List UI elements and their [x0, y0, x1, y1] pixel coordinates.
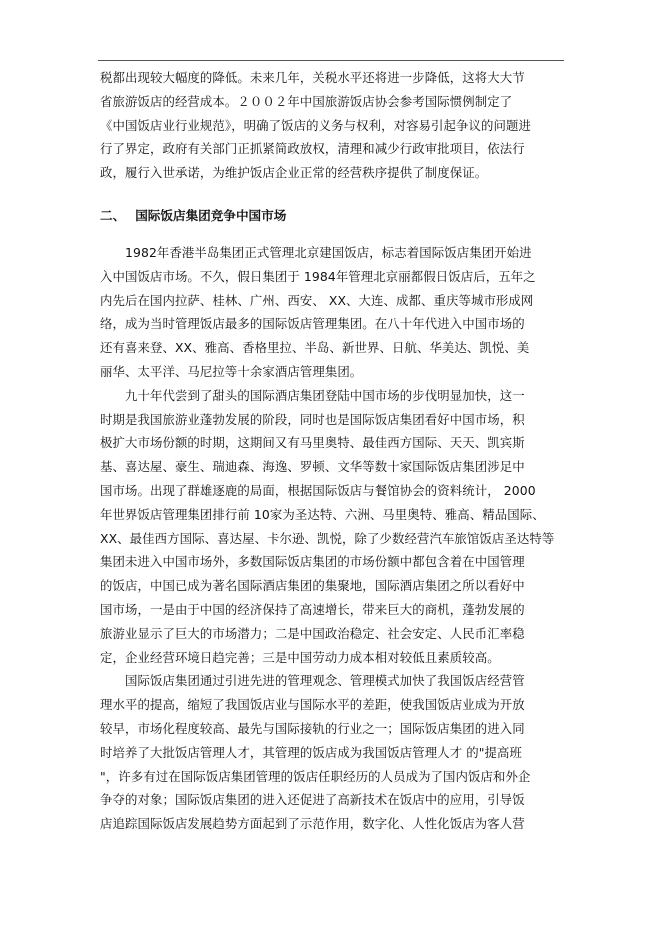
text-line: 内先后在国内拉萨、桂林、广州、西安、 XX、大连、成都、重庆等城市形成网 — [100, 292, 534, 308]
text-line: 还有喜来登、XX、雅高、香格里拉、半岛、新世界、日航、华美达、凯悦、美 — [100, 340, 530, 356]
text-line: XX、最佳西方国际、喜达屋、卡尔逊、凯悦，除了少数经营汽车旅馆饭店圣达特等 — [100, 530, 555, 546]
text-line: 定，企业经营环境日趋完善；三是中国劳动力成本相对较低且素质较高。 — [100, 649, 500, 665]
text-line: 国际饭店集团通过引进先进的管理观念、管理模式加快了我国饭店经营管 — [125, 673, 525, 689]
section-number: 二、 — [100, 207, 126, 223]
section-title: 国际饭店集团竞争中国市场 — [135, 207, 287, 223]
text-line: 国市场。出现了群雄逐鹿的局面，根据国际饭店与餐馆协会的资料统计， 2000 — [100, 482, 536, 498]
text-line: 争夺的对象；国际饭店集团的进入还促进了高新技术在饭店中的应用，引导饭 — [100, 792, 525, 808]
text-line: 集团未进入中国市场外，多数国际饭店集团的市场份额中都包含着在中国管理 — [100, 554, 525, 570]
section-heading — [100, 204, 562, 228]
paragraph-management-impact — [100, 669, 562, 836]
text-line: 入中国饭店市场。不久，假日集团于 1984年管理北京丽都假日饭店后，五年之 — [100, 268, 536, 284]
text-line: 国市场，一是由于中国的经济保持了高速增长，带来巨大的商机，蓬勃发展的 — [100, 601, 525, 617]
text-line: 税都出现较大幅度的降低。未来几年，关税水平还将进一步降低，这将大大节 — [100, 70, 525, 85]
text-line: 丽华、太平洋、马尼拉等十余家酒店管理集团。 — [100, 363, 363, 379]
text-line: 店追踪国际饭店发展趋势方面起到了示范作用，数字化、人性化饭店为客人营 — [100, 816, 525, 832]
text-line: 九十年代尝到了甜头的国际酒店集团登陆中国市场的步伐明显加快，这一 — [125, 387, 525, 403]
text-line: 极扩大市场份额的时期，这期间又有马里奥特、最佳西方国际、天天、凯宾斯 — [100, 435, 525, 451]
text-line: 1982年香港半岛集团正式管理北京建国饭店，标志着国际饭店集团开始进 — [125, 244, 532, 260]
text-line: 较早，市场化程度较高、最先与国际接轨的行业之一；国际饭店集团的进入同 — [100, 720, 525, 736]
text-line: "，许多有过在国际饭店集团管理的饭店任职经历的人员成为了国内饭店和外企 — [100, 768, 531, 784]
document-body — [100, 66, 562, 836]
text-line: 行了界定，政府有关部门正抓紧简政放权，清理和减少行政审批项目，依法行 — [100, 141, 525, 157]
text-line: 的饭店，中国已成为著名国际酒店集团的集聚地，国际酒店集团之所以看好中 — [100, 578, 525, 594]
paragraph-hotel-groups-1990s — [100, 384, 562, 670]
text-line: 基、喜达屋、豪生、瑞迪森、海逸、罗顿、文华等数十家国际饭店集团涉足中 — [100, 459, 525, 475]
header-rule — [98, 60, 564, 61]
text-line: 年世界饭店管理集团排行前 10家为圣达特、六洲、马里奥特、雅高、精品国际、 — [100, 506, 545, 522]
paragraph-hotel-groups-1980s — [100, 241, 562, 384]
text-line: 《中国饭店业行业规范》，明确了饭店的义务与权利，对容易引起争议的问题进 — [100, 117, 531, 133]
text-line: 旅游业显示了巨大的市场潜力；二是中国政治稳定、社会安定、人民币汇率稳 — [100, 625, 525, 641]
text-line: 省旅游饭店的经营成本。２００２年中国旅游饭店协会参考国际惯例制定了 — [100, 93, 513, 109]
text-line: 时期是我国旅游业蓬勃发展的阶段，同时也是国际饭店集团看好中国市场，积 — [100, 411, 525, 427]
text-line: 络，成为当时管理饭店最多的国际饭店管理集团。在八十年代进入中国市场的 — [100, 316, 525, 332]
text-line: 时培养了大批饭店管理人才，其管理的饭店成为我国饭店管理人才 的"提高班 — [100, 744, 523, 760]
text-line: 政，履行入世承诺，为维护饭店企业正常的经营秩序提供了制度保证。 — [100, 165, 488, 181]
intro-paragraph — [100, 66, 562, 185]
text-line: 理水平的提高，缩短了我国饭店业与国际水平的差距，使我国饭店业成为开放 — [100, 697, 525, 713]
